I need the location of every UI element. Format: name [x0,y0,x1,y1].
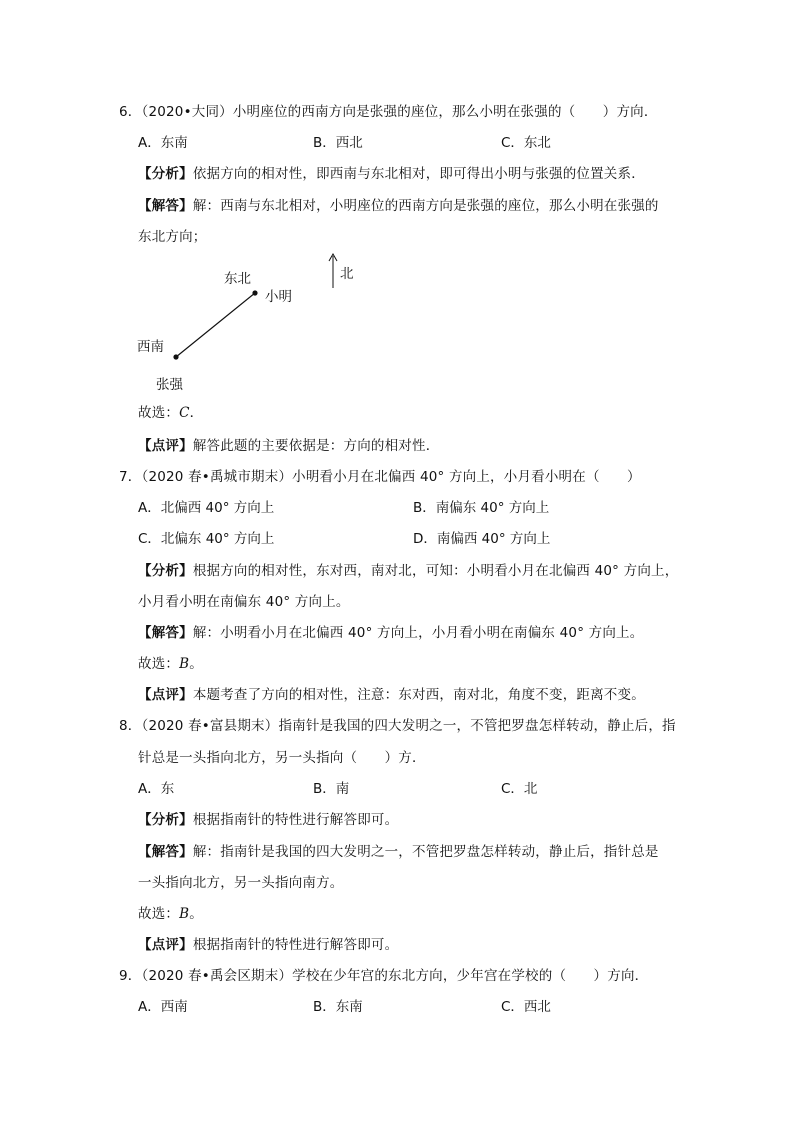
q6-answer-line-2: 东北方向； [138,229,207,245]
q7-option-b: B．南偏东 40° 方向上 [413,500,550,516]
q6-analysis-text: 依据方向的相对性，即西南与东北相对，即可得出小明与张强的位置关系． [192,166,645,182]
answer-tag: 【解答】 [138,198,193,214]
q9-option-a: A．西南 [138,999,188,1015]
comment-tag: 【点评】 [138,687,193,703]
q8-comment-text: 根据指南针的特性进行解答即可。 [192,937,399,953]
q6-answer [138,197,659,215]
choice-letter: B [179,906,190,922]
label-north: 北 [340,266,354,282]
comment-tag: 【点评】 [138,438,193,454]
choice-suffix: 。 [189,906,203,922]
answer-tag: 【解答】 [138,844,193,860]
label-northeast: 东北 [224,271,251,287]
q6-analysis [138,165,645,183]
q7-answer [138,624,643,642]
xiaoming-point [252,290,257,295]
analysis-tag: 【分析】 [138,563,193,579]
direction-diagram [130,248,390,398]
label-zhangqiang: 张强 [156,377,183,393]
choice-prefix: 故选： [138,906,180,922]
q9-option-b: B．东南 [313,999,363,1015]
q8-option-c: C．北 [501,781,538,797]
q8-comment [138,936,398,954]
q6-comment [138,437,439,455]
q7-option-a: A．北偏西 40° 方向上 [138,500,275,516]
choice-suffix: ． [189,405,204,421]
q8-answer-text-1: 解：指南针是我国的四大发明之一，不管把罗盘怎样转动，静止后，指针总是 [192,844,659,860]
analysis-tag: 【分析】 [138,812,193,828]
choice-prefix: 故选： [138,405,180,421]
analysis-tag: 【分析】 [138,166,193,182]
q6-option-b: B．西北 [313,135,363,151]
choice-prefix: 故选： [138,656,180,672]
q7-analysis-line-2: 小月看小明在南偏东 40° 方向上。 [138,594,350,610]
q8-answer-line-2: 一头指向北方，另一头指向南方。 [138,875,344,891]
q9-option-c: C．西北 [501,999,551,1015]
choice-letter: B [179,656,190,672]
connecting-line [176,293,255,357]
q6-stem: 6．（2020•大同）小明座位的西南方向是张强的座位，那么小明在张强的（ ）方向． [119,104,658,120]
q9-stem: 9．（2020 春•禹会区期末）学校在少年宫的东北方向，少年宫在学校的（ ）方向． [119,968,649,984]
q8-analysis-text: 根据指南针的特性进行解答即可。 [192,812,399,828]
q6-option-a: A．东南 [138,135,188,151]
q8-analysis [138,811,398,829]
q6-option-c: C．东北 [501,135,551,151]
q7-analysis-text-1: 根据方向的相对性，东对西，南对北，可知：小明看小月在北偏西 40° 方向上， [192,563,679,579]
choice-suffix: 。 [189,656,203,672]
q8-choice [138,905,203,923]
q7-stem: 7．（2020 春•禹城市期末）小明看小月在北偏西 40° 方向上，小月看小明在（ ） [119,469,641,485]
q7-option-d: D．南偏西 40° 方向上 [413,531,551,547]
answer-tag: 【解答】 [138,625,193,641]
q8-stem-line-2: 针总是一头指向北方，另一头指向（ ）方． [138,750,426,766]
q8-option-b: B．南 [313,781,350,797]
q6-comment-text: 解答此题的主要依据是：方向的相对性． [192,438,440,454]
q8-answer [138,843,659,861]
q6-choice [138,404,203,422]
q7-option-c: C．北偏东 40° 方向上 [138,531,275,547]
q8-stem: 8．（2020 春•富县期末）指南针是我国的四大发明之一，不管把罗盘怎样转动，静止后，指 [119,718,676,734]
q7-comment-text: 本题考查了方向的相对性，注意：东对西，南对北，角度不变，距离不变。 [192,687,645,703]
q7-analysis [138,562,678,580]
comment-tag: 【点评】 [138,937,193,953]
q6-answer-text-1: 解：西南与东北相对，小明座位的西南方向是张强的座位，那么小明在张强的 [192,198,659,214]
zhangqiang-point [173,354,178,359]
label-southwest: 西南 [137,339,164,355]
q7-answer-text: 解：小明看小月在北偏西 40° 方向上，小月看小明在南偏东 40° 方向上。 [192,625,644,641]
q8-option-a: A．东 [138,781,175,797]
q7-comment [138,686,645,704]
label-xiaoming: 小明 [265,289,292,305]
choice-letter: C [179,405,190,421]
q7-choice [138,655,203,673]
